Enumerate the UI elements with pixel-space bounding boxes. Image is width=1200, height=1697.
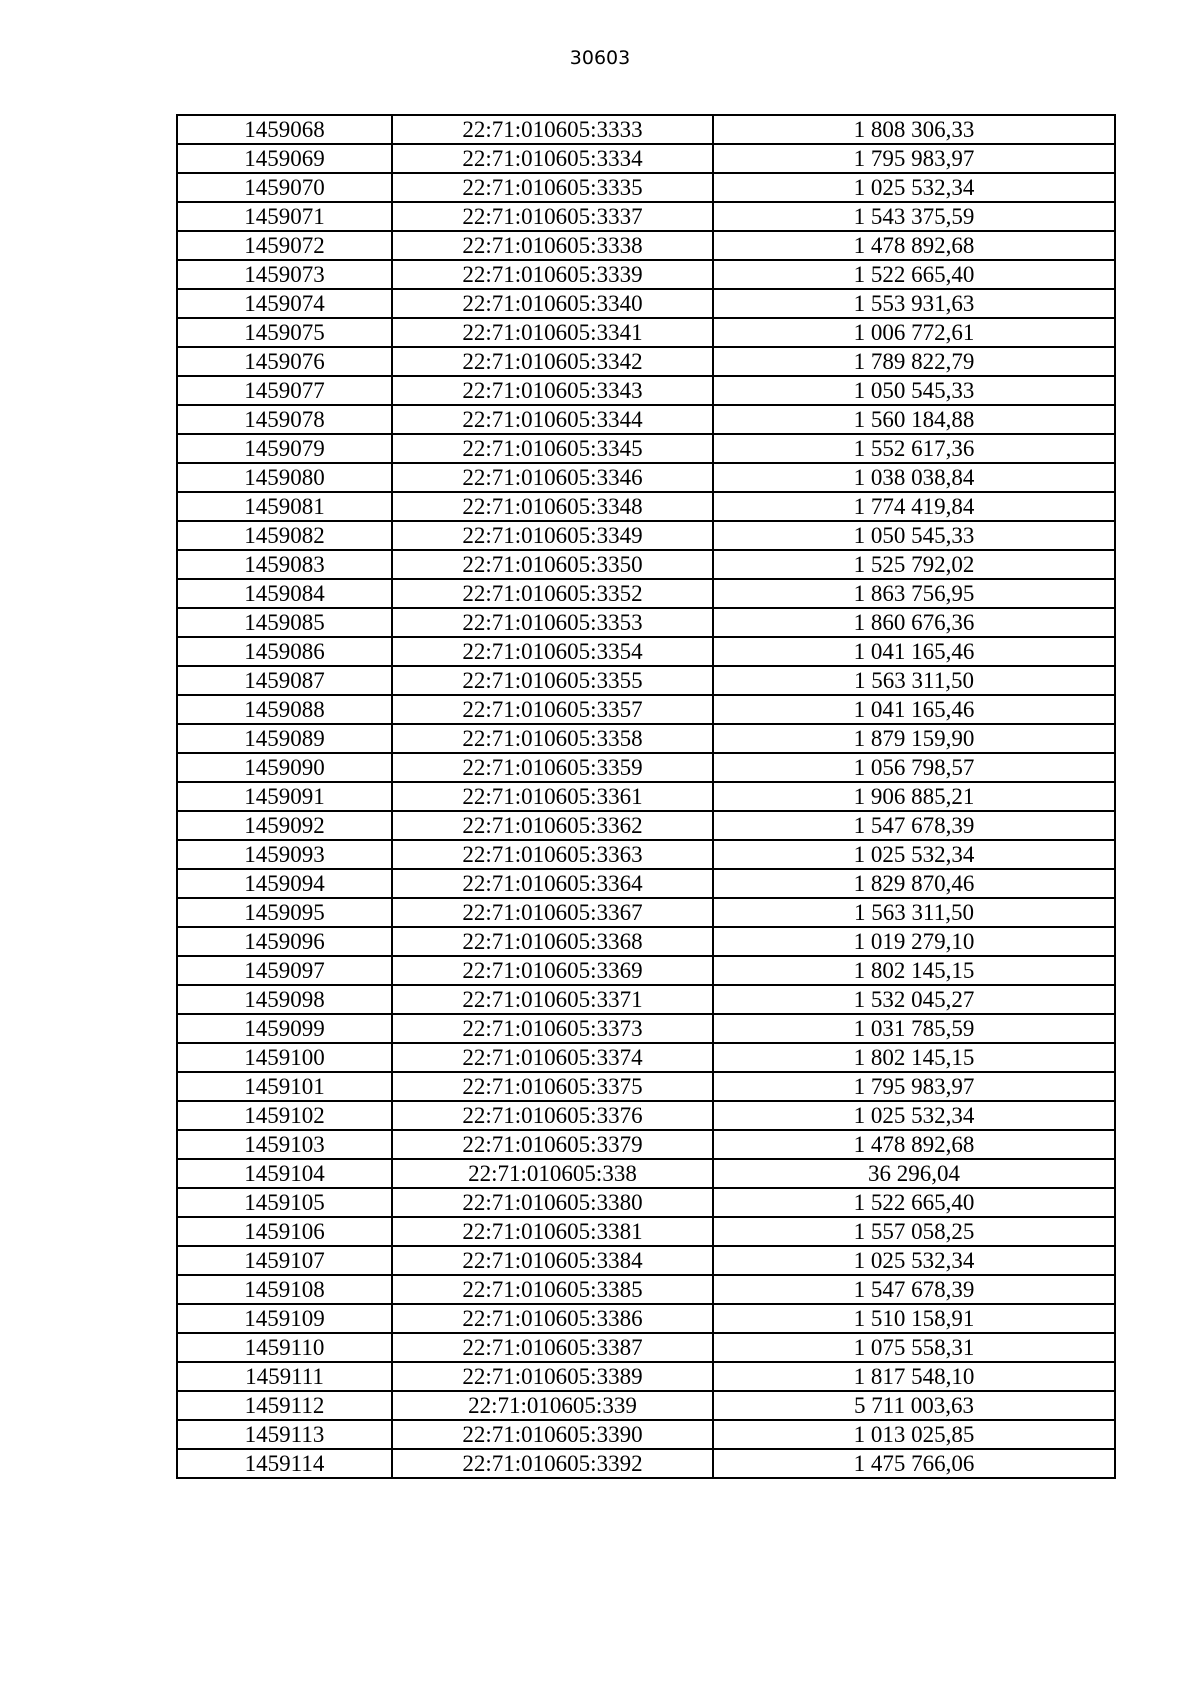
- row-number-cell: 1459089: [177, 724, 392, 753]
- row-number-cell: 1459091: [177, 782, 392, 811]
- table-row: [177, 695, 1115, 724]
- row-number-cell: 1459069: [177, 144, 392, 173]
- row-number-cell: 1459100: [177, 1043, 392, 1072]
- table-row: [177, 869, 1115, 898]
- cadastral-number-cell: 22:71:010605:3392: [392, 1449, 713, 1478]
- row-number-cell: 1459094: [177, 869, 392, 898]
- cadastral-value-cell: 1 802 145,15: [713, 1043, 1115, 1072]
- cadastral-number-cell: 22:71:010605:3338: [392, 231, 713, 260]
- cadastral-value-cell: 1 817 548,10: [713, 1362, 1115, 1391]
- cadastral-value-cell: 1 006 772,61: [713, 318, 1115, 347]
- table-row: [177, 1072, 1115, 1101]
- cadastral-number-cell: 22:71:010605:3353: [392, 608, 713, 637]
- table-row: [177, 608, 1115, 637]
- cadastral-value-cell: 1 808 306,33: [713, 115, 1115, 144]
- row-number-cell: 1459079: [177, 434, 392, 463]
- row-number-cell: 1459087: [177, 666, 392, 695]
- cadastral-value-cell: 1 050 545,33: [713, 376, 1115, 405]
- register-table-container: [176, 114, 1116, 1479]
- row-number-cell: 1459073: [177, 260, 392, 289]
- row-number-cell: 1459099: [177, 1014, 392, 1043]
- cadastral-value-cell: 1 774 419,84: [713, 492, 1115, 521]
- table-row: [177, 840, 1115, 869]
- cadastral-value-cell: 1 025 532,34: [713, 1101, 1115, 1130]
- cadastral-number-cell: 22:71:010605:3345: [392, 434, 713, 463]
- table-row: [177, 927, 1115, 956]
- table-row: [177, 1159, 1115, 1188]
- row-number-cell: 1459075: [177, 318, 392, 347]
- page-number: 30603: [569, 47, 631, 69]
- row-number-cell: 1459107: [177, 1246, 392, 1275]
- cadastral-value-cell: 1 510 158,91: [713, 1304, 1115, 1333]
- row-number-cell: 1459096: [177, 927, 392, 956]
- row-number-cell: 1459109: [177, 1304, 392, 1333]
- cadastral-number-cell: 22:71:010605:3352: [392, 579, 713, 608]
- cadastral-number-cell: 22:71:010605:3355: [392, 666, 713, 695]
- cadastral-value-cell: 1 789 822,79: [713, 347, 1115, 376]
- table-row: [177, 985, 1115, 1014]
- row-number-cell: 1459086: [177, 637, 392, 666]
- table-row: [177, 289, 1115, 318]
- cadastral-value-cell: 1 025 532,34: [713, 173, 1115, 202]
- table-row: [177, 724, 1115, 753]
- cadastral-value-cell: 1 041 165,46: [713, 695, 1115, 724]
- cadastral-number-cell: 22:71:010605:3381: [392, 1217, 713, 1246]
- cadastral-value-cell: 1 795 983,97: [713, 1072, 1115, 1101]
- cadastral-value-cell: 1 075 558,31: [713, 1333, 1115, 1362]
- row-number-cell: 1459101: [177, 1072, 392, 1101]
- cadastral-value-cell: 1 563 311,50: [713, 666, 1115, 695]
- row-number-cell: 1459090: [177, 753, 392, 782]
- row-number-cell: 1459068: [177, 115, 392, 144]
- table-row: [177, 1101, 1115, 1130]
- cadastral-value-cell: 1 025 532,34: [713, 1246, 1115, 1275]
- row-number-cell: 1459085: [177, 608, 392, 637]
- table-row: [177, 550, 1115, 579]
- cadastral-number-cell: 22:71:010605:3350: [392, 550, 713, 579]
- row-number-cell: 1459088: [177, 695, 392, 724]
- row-number-cell: 1459108: [177, 1275, 392, 1304]
- cadastral-number-cell: 22:71:010605:3334: [392, 144, 713, 173]
- cadastral-value-cell: 1 829 870,46: [713, 869, 1115, 898]
- row-number-cell: 1459072: [177, 231, 392, 260]
- table-row: [177, 463, 1115, 492]
- cadastral-number-cell: 22:71:010605:3340: [392, 289, 713, 318]
- row-number-cell: 1459103: [177, 1130, 392, 1159]
- table-row: [177, 521, 1115, 550]
- cadastral-number-cell: 22:71:010605:339: [392, 1391, 713, 1420]
- table-row: [177, 666, 1115, 695]
- cadastral-number-cell: 22:71:010605:3379: [392, 1130, 713, 1159]
- register-table-body: [177, 115, 1115, 1478]
- table-row: [177, 260, 1115, 289]
- cadastral-value-cell: 1 019 279,10: [713, 927, 1115, 956]
- row-number-cell: 1459106: [177, 1217, 392, 1246]
- cadastral-value-cell: 1 795 983,97: [713, 144, 1115, 173]
- cadastral-value-cell: 1 525 792,02: [713, 550, 1115, 579]
- row-number-cell: 1459104: [177, 1159, 392, 1188]
- table-row: [177, 1188, 1115, 1217]
- table-row: [177, 637, 1115, 666]
- cadastral-number-cell: 22:71:010605:3364: [392, 869, 713, 898]
- cadastral-number-cell: 22:71:010605:3380: [392, 1188, 713, 1217]
- cadastral-number-cell: 22:71:010605:338: [392, 1159, 713, 1188]
- cadastral-number-cell: 22:71:010605:3363: [392, 840, 713, 869]
- cadastral-number-cell: 22:71:010605:3342: [392, 347, 713, 376]
- table-row: [177, 1304, 1115, 1333]
- table-row: [177, 1217, 1115, 1246]
- cadastral-value-cell: 1 522 665,40: [713, 260, 1115, 289]
- row-number-cell: 1459077: [177, 376, 392, 405]
- row-number-cell: 1459112: [177, 1391, 392, 1420]
- table-row: [177, 1333, 1115, 1362]
- cadastral-number-cell: 22:71:010605:3385: [392, 1275, 713, 1304]
- table-row: [177, 115, 1115, 144]
- cadastral-number-cell: 22:71:010605:3376: [392, 1101, 713, 1130]
- cadastral-number-cell: 22:71:010605:3344: [392, 405, 713, 434]
- cadastral-number-cell: 22:71:010605:3371: [392, 985, 713, 1014]
- table-row: [177, 173, 1115, 202]
- cadastral-number-cell: 22:71:010605:3387: [392, 1333, 713, 1362]
- table-row: [177, 753, 1115, 782]
- cadastral-value-cell: 1 547 678,39: [713, 811, 1115, 840]
- cadastral-number-cell: 22:71:010605:3375: [392, 1072, 713, 1101]
- cadastral-value-cell: 1 860 676,36: [713, 608, 1115, 637]
- cadastral-number-cell: 22:71:010605:3333: [392, 115, 713, 144]
- row-number-cell: 1459111: [177, 1362, 392, 1391]
- table-row: [177, 492, 1115, 521]
- cadastral-number-cell: 22:71:010605:3339: [392, 260, 713, 289]
- cadastral-number-cell: 22:71:010605:3359: [392, 753, 713, 782]
- cadastral-number-cell: 22:71:010605:3337: [392, 202, 713, 231]
- cadastral-value-cell: 1 802 145,15: [713, 956, 1115, 985]
- cadastral-value-cell: 1 038 038,84: [713, 463, 1115, 492]
- row-number-cell: 1459098: [177, 985, 392, 1014]
- cadastral-number-cell: 22:71:010605:3343: [392, 376, 713, 405]
- cadastral-value-cell: 1 025 532,34: [713, 840, 1115, 869]
- table-row: [177, 1391, 1115, 1420]
- cadastral-value-cell: 1 543 375,59: [713, 202, 1115, 231]
- table-row: [177, 1420, 1115, 1449]
- row-number-cell: 1459082: [177, 521, 392, 550]
- cadastral-value-cell: 1 041 165,46: [713, 637, 1115, 666]
- row-number-cell: 1459071: [177, 202, 392, 231]
- cadastral-value-cell: 1 475 766,06: [713, 1449, 1115, 1478]
- row-number-cell: 1459078: [177, 405, 392, 434]
- table-row: [177, 1362, 1115, 1391]
- row-number-cell: 1459070: [177, 173, 392, 202]
- cadastral-value-cell: 1 478 892,68: [713, 1130, 1115, 1159]
- cadastral-number-cell: 22:71:010605:3367: [392, 898, 713, 927]
- table-row: [177, 1043, 1115, 1072]
- cadastral-value-cell: 1 056 798,57: [713, 753, 1115, 782]
- table-row: [177, 1246, 1115, 1275]
- row-number-cell: 1459074: [177, 289, 392, 318]
- table-row: [177, 144, 1115, 173]
- table-row: [177, 434, 1115, 463]
- cadastral-number-cell: 22:71:010605:3368: [392, 927, 713, 956]
- table-row: [177, 318, 1115, 347]
- cadastral-number-cell: 22:71:010605:3362: [392, 811, 713, 840]
- row-number-cell: 1459105: [177, 1188, 392, 1217]
- row-number-cell: 1459093: [177, 840, 392, 869]
- cadastral-number-cell: 22:71:010605:3373: [392, 1014, 713, 1043]
- cadastral-value-cell: 1 478 892,68: [713, 231, 1115, 260]
- cadastral-number-cell: 22:71:010605:3349: [392, 521, 713, 550]
- table-row: [177, 231, 1115, 260]
- table-row: [177, 202, 1115, 231]
- cadastral-value-cell: 36 296,04: [713, 1159, 1115, 1188]
- row-number-cell: 1459102: [177, 1101, 392, 1130]
- cadastral-number-cell: 22:71:010605:3361: [392, 782, 713, 811]
- row-number-cell: 1459083: [177, 550, 392, 579]
- cadastral-value-cell: 1 532 045,27: [713, 985, 1115, 1014]
- table-row: [177, 782, 1115, 811]
- cadastral-number-cell: 22:71:010605:3386: [392, 1304, 713, 1333]
- cadastral-value-cell: 1 557 058,25: [713, 1217, 1115, 1246]
- row-number-cell: 1459095: [177, 898, 392, 927]
- table-row: [177, 1130, 1115, 1159]
- cadastral-number-cell: 22:71:010605:3390: [392, 1420, 713, 1449]
- cadastral-number-cell: 22:71:010605:3358: [392, 724, 713, 753]
- row-number-cell: 1459114: [177, 1449, 392, 1478]
- row-number-cell: 1459092: [177, 811, 392, 840]
- cadastral-value-cell: 1 013 025,85: [713, 1420, 1115, 1449]
- table-row: [177, 347, 1115, 376]
- table-row: [177, 1449, 1115, 1478]
- cadastral-value-cell: 1 031 785,59: [713, 1014, 1115, 1043]
- cadastral-number-cell: 22:71:010605:3389: [392, 1362, 713, 1391]
- table-row: [177, 405, 1115, 434]
- cadastral-value-cell: 1 906 885,21: [713, 782, 1115, 811]
- cadastral-value-cell: 1 563 311,50: [713, 898, 1115, 927]
- row-number-cell: 1459080: [177, 463, 392, 492]
- cadastral-value-cell: 1 560 184,88: [713, 405, 1115, 434]
- table-row: [177, 898, 1115, 927]
- cadastral-value-cell: 1 552 617,36: [713, 434, 1115, 463]
- cadastral-number-cell: 22:71:010605:3369: [392, 956, 713, 985]
- cadastral-number-cell: 22:71:010605:3341: [392, 318, 713, 347]
- row-number-cell: 1459113: [177, 1420, 392, 1449]
- table-row: [177, 376, 1115, 405]
- row-number-cell: 1459110: [177, 1333, 392, 1362]
- cadastral-value-cell: 1 863 756,95: [713, 579, 1115, 608]
- cadastral-value-cell: 1 547 678,39: [713, 1275, 1115, 1304]
- row-number-cell: 1459076: [177, 347, 392, 376]
- table-row: [177, 579, 1115, 608]
- cadastral-value-cell: 1 553 931,63: [713, 289, 1115, 318]
- cadastral-value-cell: 5 711 003,63: [713, 1391, 1115, 1420]
- cadastral-number-cell: 22:71:010605:3384: [392, 1246, 713, 1275]
- cadastral-value-cell: 1 050 545,33: [713, 521, 1115, 550]
- table-row: [177, 1275, 1115, 1304]
- row-number-cell: 1459081: [177, 492, 392, 521]
- table-row: [177, 956, 1115, 985]
- cadastral-number-cell: 22:71:010605:3348: [392, 492, 713, 521]
- row-number-cell: 1459084: [177, 579, 392, 608]
- cadastral-number-cell: 22:71:010605:3346: [392, 463, 713, 492]
- cadastral-number-cell: 22:71:010605:3374: [392, 1043, 713, 1072]
- cadastral-number-cell: 22:71:010605:3357: [392, 695, 713, 724]
- cadastral-value-cell: 1 879 159,90: [713, 724, 1115, 753]
- cadastral-number-cell: 22:71:010605:3335: [392, 173, 713, 202]
- table-row: [177, 811, 1115, 840]
- register-table: [176, 114, 1116, 1479]
- cadastral-value-cell: 1 522 665,40: [713, 1188, 1115, 1217]
- table-row: [177, 1014, 1115, 1043]
- row-number-cell: 1459097: [177, 956, 392, 985]
- cadastral-number-cell: 22:71:010605:3354: [392, 637, 713, 666]
